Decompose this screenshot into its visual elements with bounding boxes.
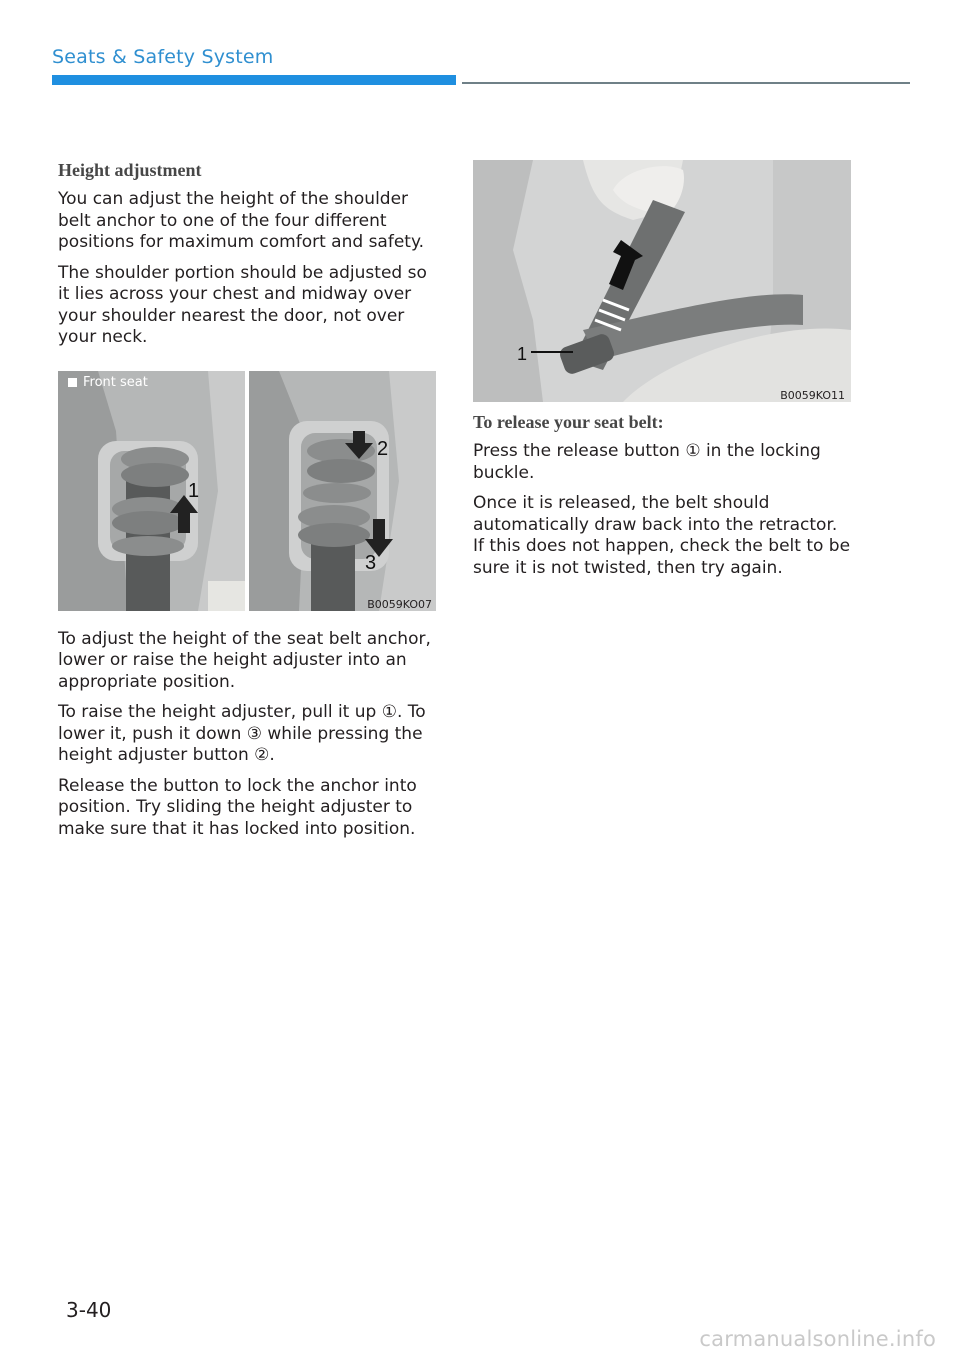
release-buckle-illustration — [473, 160, 851, 402]
section-title: Seats & Safety System — [52, 46, 274, 68]
figure-code-right: B0059KO11 — [780, 389, 845, 402]
height-adjustment-heading: Height adjustment — [58, 160, 202, 180]
page-number: 3-40 — [66, 1298, 112, 1322]
seat-belt-release-figure — [473, 160, 851, 402]
watermark: carmanualsonline.info — [699, 1327, 936, 1351]
height-adjustment-intro: You can adjust the height of the shoulder belt anchor to one of the four different positions for maximum comfort and safety. — [58, 189, 424, 252]
adjust-height-text: To adjust the height of the seat belt anchor, lower or raise the height adjuster into an appropriate position. — [58, 628, 431, 692]
release-button-text: Press the release button ① in the locking buckle. — [473, 441, 821, 483]
svg-text:2: 2 — [377, 437, 389, 460]
right-column — [473, 160, 853, 588]
raise-lower-text: To raise the height adjuster, pull it up ①. To lower it, push it down ③ while pressing the height adjuster button ②. — [58, 702, 426, 765]
header-rule-accent — [52, 75, 456, 85]
left-column — [58, 160, 438, 849]
header-rule — [462, 82, 910, 84]
lower-adjuster-illustration — [249, 371, 436, 611]
figure-tag — [68, 375, 148, 390]
release-seat-belt-heading: To release your seat belt: — [473, 412, 664, 432]
svg-text:3: 3 — [365, 551, 377, 574]
lock-anchor-text: Release the button to lock the anchor into position. Try sliding the height adjuster to make sure that it has locked into position. — [58, 775, 417, 839]
retractor-text: Once it is released, the belt should automatically draw back into the retractor. If this does not happen, check the belt to be sure it is not twisted, then try again. — [473, 493, 851, 578]
figure-tag-label: Front seat — [83, 374, 148, 390]
raise-adjuster-illustration — [58, 371, 245, 611]
figure-code: B0059KO07 — [367, 597, 432, 611]
square-bullet-icon — [68, 378, 77, 387]
svg-text:1: 1 — [188, 479, 200, 502]
front-seat-figure — [58, 371, 436, 611]
svg-text:1: 1 — [517, 344, 528, 364]
shoulder-portion-text: The shoulder portion should be adjusted so it lies across your chest and midway over your shoulder nearest the door, not over your neck. — [58, 262, 427, 347]
